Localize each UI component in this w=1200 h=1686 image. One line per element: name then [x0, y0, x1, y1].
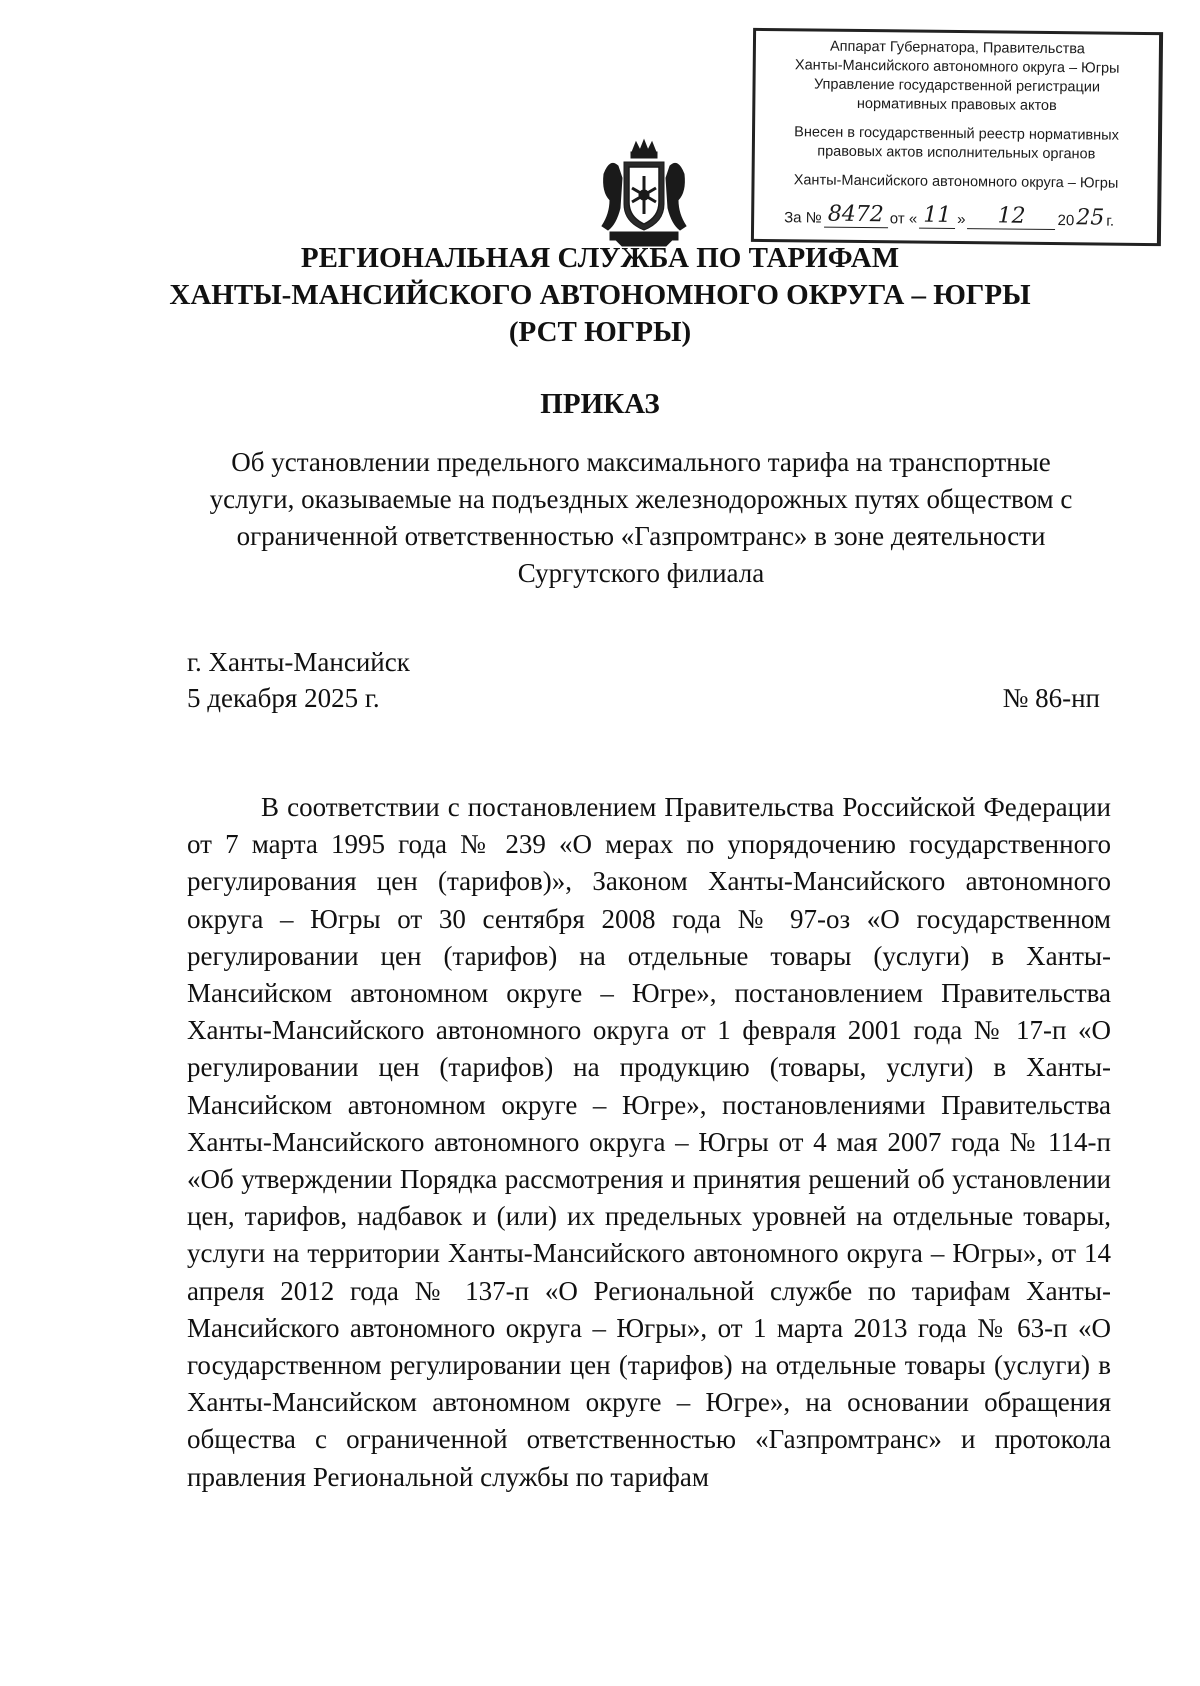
stamp-reg-day: 11 [919, 204, 955, 229]
agency-abbreviation: (РСТ ЮГРЫ) [508, 316, 692, 348]
order-number: № 86-нп [1002, 683, 1100, 713]
order-date: 5 декабря 2025 г. [187, 683, 380, 713]
body-paragraph: В соответствии с постановлением Правительства Российской Федерации от 7 марта 1995 года № 239 «О мерах по упорядочению государственного регулирования цен (тарифов)», Законом Ханты-Мансийского автономного округа – Югры от 30 сентября 2008 года № 97-оз «О государственном регулировании цен (тарифов) на отдельные товары (услуги) в Ханты-Мансийском автономном округе – Югре», постановлением Правительства Ханты-Мансийского автономного округа от 1 февраля 2001 года № 17-п «О регулировании цен (тарифов) на продукцию (товары, услуги) в Ханты-Мансийском автономном округе – Югре», постановлениями Правительства Ханты-Мансийского автономного округа – Югры от 4 мая 2007 года № 114-п «Об утверждении Порядка рассмотрения и принятия решений об установлении цен, тарифов, надбавок и (или) их предельных уровней на отдельные товары, услуги на территории Ханты-Мансийского автономного округа – Югры», от 14 апреля 2012 года № 137-п «О Региональной службе по тарифам Ханты-Мансийского автономного округа – Югры», от 1 марта 2013 года № 63-п «О государственном регулировании цен (тарифов) на отдельные товары (услуги) в Ханты-Мансийском автономном округе – Югре», на основании обращения общества с ограниченной ответственностью «Газпромтранс» и протокола правления Региональной службы по тарифам [187, 792, 1111, 1492]
stamp-line: Ханты-Мансийского автономного округа – Югры [793, 172, 1119, 192]
stamp-line: правовых актов исполнительных органов [817, 143, 1096, 163]
agency-name-line2: ХАНТЫ-МАНСИЙСКОГО АВТОНОМНОГО ОКРУГА – ЮГРЫ [169, 279, 1031, 311]
stamp-reg-suffix: г. [1106, 212, 1115, 230]
stamp-reg-year-prefix: 20 [1057, 212, 1075, 230]
stamp-reg-close: » [957, 211, 966, 229]
stamp-reg-from: от « [889, 210, 918, 228]
stamp-line: Внесен в государственный реестр нормативных [794, 124, 1119, 144]
stamp-reg-number: 8472 [824, 203, 888, 229]
city: г. Ханты-Мансийск [187, 647, 410, 677]
stamp-reg-year: 25 [1076, 205, 1105, 231]
stamp-reg-prefix: За № [784, 209, 822, 227]
stamp-line: Ханты-Мансийского автономного округа – Югры [794, 57, 1120, 77]
stamp-line: Управление государственной регистрации [813, 76, 1101, 96]
order-title: Об установлении предельного максимального тарифа на транспортные услуги, оказываемые на подъездных железнодорожных путях обществом с ограниченной ответственностью «Газпромтранс» в зоне деятельности Сургутского филиала [209, 447, 1073, 588]
stamp-registration-line [764, 202, 1147, 231]
agency-name-line1: РЕГИОНАЛЬНАЯ СЛУЖБА ПО ТАРИФАМ [300, 242, 900, 274]
coat-of-arms-icon [596, 138, 692, 248]
stamp-line: Аппарат Губернатора, Правительства [829, 38, 1085, 58]
stamp-reg-month: 12 [967, 204, 1055, 230]
document-type: ПРИКАЗ [540, 388, 660, 420]
stamp-line: нормативных правовых актов [856, 95, 1057, 115]
registration-stamp [751, 28, 1163, 246]
